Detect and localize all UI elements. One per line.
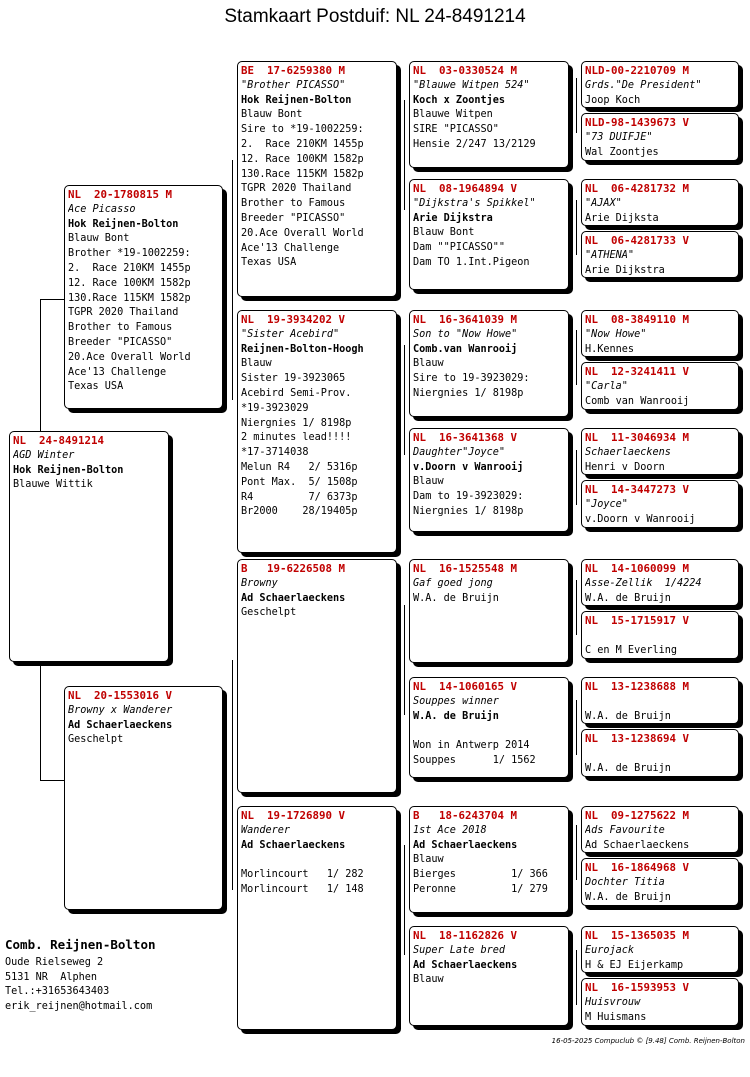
card-line: Peronne 1/ 279 xyxy=(413,883,548,895)
connector-line xyxy=(404,605,405,715)
card-line: Melun R4 2/ 5316p xyxy=(241,461,358,473)
pigeon-name: AGD Winter xyxy=(13,449,75,461)
card-line: Souppes 1/ 1562 xyxy=(413,754,536,766)
card-line: Comb.van Wanrooij xyxy=(413,343,518,355)
footer-print-info: 16-05-2025 Compuclub © [9.48] Comb. Reijnen-Bolton xyxy=(551,1037,745,1045)
ring-number: NL 19-3934202 V xyxy=(241,313,346,326)
card-line: Ad Schaerlaeckens xyxy=(241,839,346,851)
pigeon-name xyxy=(585,747,735,762)
pedigree-card-g16 xyxy=(581,978,739,1026)
pigeon-name: "73 DUIFJE" xyxy=(585,131,653,143)
card-line: Hok Reijnen-Bolton xyxy=(68,218,179,230)
card-line: R4 7/ 6373p xyxy=(241,491,358,503)
pedigree-card-g13 xyxy=(581,806,739,853)
pedigree-card-g3 xyxy=(581,179,739,226)
ring-number: NL 06-4281732 M xyxy=(585,182,690,195)
card-line: Ad Schaerlaeckens xyxy=(413,839,518,851)
card-line: Hok Reijnen-Bolton xyxy=(241,94,352,106)
card-line: W.A. de Bruijn xyxy=(413,592,499,604)
pigeon-name: Daughter"Joyce" xyxy=(413,446,506,458)
card-line: W.A. de Bruijn xyxy=(413,710,499,722)
owner-address: Oude Rielseweg 2 xyxy=(5,956,104,968)
ring-number: NL 15-1715917 V xyxy=(585,614,690,627)
card-line: Dam to 19-3923029: xyxy=(413,491,524,503)
card-line: W.A. de Bruijn xyxy=(585,762,671,774)
card-line: SIRE "PICASSO" xyxy=(413,124,499,136)
card-line: Sire to *19-1002259: xyxy=(241,124,364,136)
card-line xyxy=(413,724,565,739)
connector-line xyxy=(576,950,577,1005)
connector-line xyxy=(404,845,405,955)
card-line: Brother to Famous xyxy=(68,322,173,334)
card-line: 12. Race 100KM 1582p xyxy=(241,153,364,165)
pedigree-card-g9 xyxy=(581,559,739,606)
card-line: Henri v Doorn xyxy=(585,461,665,473)
card-line: *19-3923029 xyxy=(241,402,309,414)
ring-number: NL 06-4281733 V xyxy=(585,234,690,247)
card-line: Blauw Bont xyxy=(413,227,475,239)
connector-line xyxy=(576,78,577,133)
pigeon-name: "Dijkstra's Spikkel" xyxy=(413,197,536,209)
card-line xyxy=(241,853,393,868)
connector-line xyxy=(232,660,233,890)
connector-line xyxy=(404,345,405,455)
card-line: Bierges 1/ 366 xyxy=(413,869,548,881)
pedigree-card-mother xyxy=(64,686,223,910)
connector-line xyxy=(40,780,66,781)
pedigree-card-mfm xyxy=(409,677,569,778)
card-line: Joop Koch xyxy=(585,94,641,106)
pigeon-name: Wanderer xyxy=(241,824,291,836)
ring-number: BE 17-6259380 M xyxy=(241,64,346,77)
ring-number: B 18-6243704 M xyxy=(413,809,518,822)
card-line: Ace'13 Challenge xyxy=(241,242,340,254)
card-line: Texas USA xyxy=(68,381,124,393)
card-line: Blauw Bont xyxy=(68,233,130,245)
card-line: v.Doorn v Wanrooij xyxy=(585,513,696,525)
card-line: Arie Dijkstra xyxy=(413,212,493,224)
card-line: Texas USA xyxy=(241,257,297,269)
pigeon-name xyxy=(585,695,735,710)
ring-number: NL 19-1726890 V xyxy=(241,809,346,822)
pigeon-name: "Carla" xyxy=(585,380,628,392)
connector-line xyxy=(576,330,577,385)
connector-line xyxy=(40,299,66,300)
card-line: H & EJ Eijerkamp xyxy=(585,959,684,971)
card-line: Ace'13 Challenge xyxy=(68,366,167,378)
pedigree-card-mmf xyxy=(409,806,569,913)
pigeon-name: Huisvrouw xyxy=(585,996,641,1008)
ring-number: NLD-98-1439673 V xyxy=(585,116,690,129)
card-line: 12. Race 100KM 1582p xyxy=(68,277,191,289)
card-line: Wal Zoontjes xyxy=(585,146,659,158)
pedigree-card-subject xyxy=(9,431,169,662)
pigeon-name: "Joyce" xyxy=(585,498,628,510)
card-line: Blauw xyxy=(241,358,272,370)
ring-number: NL 08-3849110 M xyxy=(585,313,690,326)
ring-number: NL 15-1365035 M xyxy=(585,929,690,942)
pedigree-card-fmm xyxy=(409,428,569,532)
owner-block xyxy=(5,938,156,1015)
card-line: Breeder "PICASSO" xyxy=(241,212,346,224)
pedigree-card-father-father xyxy=(237,61,397,297)
connector-line xyxy=(576,825,577,880)
ring-number: NL 16-1864968 V xyxy=(585,861,690,874)
card-line: *17-3714038 xyxy=(241,447,309,459)
card-line: W.A. de Bruijn xyxy=(585,891,671,903)
card-line: 20.Ace Overall World xyxy=(241,227,364,239)
card-line: Pont Max. 5/ 1508p xyxy=(241,476,358,488)
pedigree-card-g4 xyxy=(581,231,739,278)
ring-number: NL 16-3641368 V xyxy=(413,431,518,444)
pigeon-name: Ads Favourite xyxy=(585,824,665,836)
pigeon-name: Gaf goed jong xyxy=(413,577,493,589)
card-line: Blauw xyxy=(413,476,444,488)
ring-number: NL 16-3641039 M xyxy=(413,313,518,326)
ring-number: NL 14-1060165 V xyxy=(413,680,518,693)
owner-email: erik_reijnen@hotmail.com xyxy=(5,1001,153,1013)
pedigree-card-mother-mother xyxy=(237,806,397,1030)
card-line: Niergnies 1/ 8198p xyxy=(241,417,352,429)
ring-number: NLD-00-2210709 M xyxy=(585,64,690,77)
pedigree-card-father-mother xyxy=(237,310,397,553)
card-line: 2 minutes lead!!!! xyxy=(241,432,352,444)
card-line: Br2000 28/19405p xyxy=(241,506,358,518)
card-line: Reijnen-Bolton-Hoogh xyxy=(241,343,364,355)
card-line: H.Kennes xyxy=(585,343,635,355)
card-line: Brother to Famous xyxy=(241,198,346,210)
card-line: Blauwe Witpen xyxy=(413,109,493,121)
card-line: M Huismans xyxy=(585,1011,647,1023)
pigeon-name: Eurojack xyxy=(585,944,635,956)
card-line: Hensie 2/247 13/2129 xyxy=(413,138,536,150)
card-line: 2. Race 210KM 1455p xyxy=(241,138,364,150)
pedigree-card-g7 xyxy=(581,428,739,475)
connector-line xyxy=(576,450,577,505)
pedigree-card-ffm xyxy=(409,179,569,290)
owner-name: Comb. Reijnen-Bolton xyxy=(5,937,156,952)
ring-number: NL 14-3447273 V xyxy=(585,483,690,496)
card-line: Sire to 19-3923029: xyxy=(413,373,530,385)
card-line: Niergnies 1/ 8198p xyxy=(413,387,524,399)
pigeon-name: "Now Howe" xyxy=(585,328,647,340)
card-line: Won in Antwerp 2014 xyxy=(413,740,530,752)
pigeon-name: Super Late bred xyxy=(413,944,506,956)
page-title: Stamkaart Postduif: NL 24-8491214 xyxy=(224,6,526,27)
card-line: Ad Schaerlaeckens xyxy=(413,959,518,971)
ring-number: NL 08-1964894 V xyxy=(413,182,518,195)
pedigree-card-mmm xyxy=(409,926,569,1026)
card-line: Koch x Zoontjes xyxy=(413,94,506,106)
pigeon-name: Schaerlaeckens xyxy=(585,446,671,458)
ring-number: NL 13-1238688 M xyxy=(585,680,690,693)
card-line: Brother *19-1002259: xyxy=(68,248,191,260)
pedigree-card-g2 xyxy=(581,113,739,161)
card-line: Blauw xyxy=(413,358,444,370)
card-line: Ad Schaerlaeckens xyxy=(241,592,346,604)
pigeon-name: Dochter Titia xyxy=(585,876,665,888)
ring-number: NL 20-1780815 M xyxy=(68,188,173,201)
card-line: TGPR 2020 Thailand xyxy=(241,183,352,195)
pedigree-card-g14 xyxy=(581,858,739,906)
card-line: Geschelpt xyxy=(68,734,124,746)
ring-number: NL 20-1553016 V xyxy=(68,689,173,702)
card-line: W.A. de Bruijn xyxy=(585,710,671,722)
ring-number: B 19-6226508 M xyxy=(241,562,346,575)
pedigree-card-g1 xyxy=(581,61,739,108)
ring-number: NL 03-0330524 M xyxy=(413,64,518,77)
pigeon-name: "Brother PICASSO" xyxy=(241,79,346,91)
ring-number: NL 11-3046934 M xyxy=(585,431,690,444)
pedigree-card-g12 xyxy=(581,729,739,777)
connector-line xyxy=(232,160,233,400)
card-line: 20.Ace Overall World xyxy=(68,351,191,363)
card-line: Acebird Semi-Prov. xyxy=(241,387,352,399)
pigeon-name: Browny x Wanderer xyxy=(68,704,173,716)
card-line: Breeder "PICASSO" xyxy=(68,336,173,348)
connector-line xyxy=(576,700,577,755)
owner-city: 5131 NR Alphen xyxy=(5,971,98,983)
card-line: Arie Dijksta xyxy=(585,212,659,224)
ring-number: NL 18-1162826 V xyxy=(413,929,518,942)
pigeon-name: "Blauwe Witpen 524" xyxy=(413,79,530,91)
card-line: Ad Schaerlaeckens xyxy=(585,839,690,851)
card-line: Arie Dijkstra xyxy=(585,264,665,276)
card-line: Dam TO 1.Int.Pigeon xyxy=(413,256,530,268)
pigeon-name: Browny xyxy=(241,577,278,589)
ring-number: NL 13-1238694 V xyxy=(585,732,690,745)
ring-number: NL 16-1525548 M xyxy=(413,562,518,575)
pedigree-card-fff xyxy=(409,61,569,168)
card-line: Ad Schaerlaeckens xyxy=(68,719,173,731)
pigeon-name: "AJAX" xyxy=(585,197,622,209)
pigeon-name: Grds."De President" xyxy=(585,79,702,91)
ring-number: NL 24-8491214 xyxy=(13,434,105,447)
pedigree-card-fmf xyxy=(409,310,569,417)
card-line: 130.Race 115KM 1582p xyxy=(241,168,364,180)
card-line: Blauwe Wittik xyxy=(13,479,93,491)
ring-number: NL 12-3241411 V xyxy=(585,365,690,378)
pigeon-name: Son to "Now Howe" xyxy=(413,328,518,340)
card-line: Morlincourt 1/ 148 xyxy=(241,883,364,895)
card-line: Sister 19-3923065 xyxy=(241,373,346,385)
pigeon-name: Asse-Zellik 1/4224 xyxy=(585,577,702,589)
card-line: Comb van Wanrooij xyxy=(585,395,690,407)
card-line: v.Doorn v Wanrooij xyxy=(413,461,524,473)
pigeon-name: Ace Picasso xyxy=(68,203,136,215)
card-line: 2. Race 210KM 1455p xyxy=(68,262,191,274)
pedigree-card-g8 xyxy=(581,480,739,528)
connector-line xyxy=(576,200,577,255)
pedigree-card-mother-father xyxy=(237,559,397,793)
card-line: C en M Everling xyxy=(585,644,678,656)
pedigree-card-g11 xyxy=(581,677,739,724)
connector-line xyxy=(40,299,41,431)
ring-number: NL 16-1593953 V xyxy=(585,981,690,994)
connector-line xyxy=(576,580,577,635)
pigeon-name: "ATHENA" xyxy=(585,249,635,261)
pigeon-name: 1st Ace 2018 xyxy=(413,824,487,836)
card-line: Hok Reijnen-Bolton xyxy=(13,464,124,476)
connector-line xyxy=(40,660,41,780)
card-line: W.A. de Bruijn xyxy=(585,592,671,604)
card-line: Dam ""PICASSO"" xyxy=(413,242,506,254)
ring-number: NL 14-1060099 M xyxy=(585,562,690,575)
pigeon-name: "Sister Acebird" xyxy=(241,328,340,340)
pedigree-card-g15 xyxy=(581,926,739,973)
owner-phone: Tel.:+31653643403 xyxy=(5,986,110,998)
card-line: Niergnies 1/ 8198p xyxy=(413,505,524,517)
pigeon-name: Souppes winner xyxy=(413,695,499,707)
card-line: Geschelpt xyxy=(241,607,297,619)
pedigree-card-g10 xyxy=(581,611,739,659)
card-line: 130.Race 115KM 1582p xyxy=(68,292,191,304)
card-line: Blauw xyxy=(413,854,444,866)
pedigree-card-g6 xyxy=(581,362,739,410)
ring-number: NL 09-1275622 M xyxy=(585,809,690,822)
pedigree-card-g5 xyxy=(581,310,739,357)
card-line: Blauw xyxy=(413,974,444,986)
pigeon-name xyxy=(585,629,735,644)
card-line: Blauw Bont xyxy=(241,109,303,121)
connector-line xyxy=(404,100,405,210)
card-line: TGPR 2020 Thailand xyxy=(68,307,179,319)
pedigree-card-father xyxy=(64,185,223,409)
card-line: Morlincourt 1/ 282 xyxy=(241,869,364,881)
pedigree-card-mff xyxy=(409,559,569,663)
